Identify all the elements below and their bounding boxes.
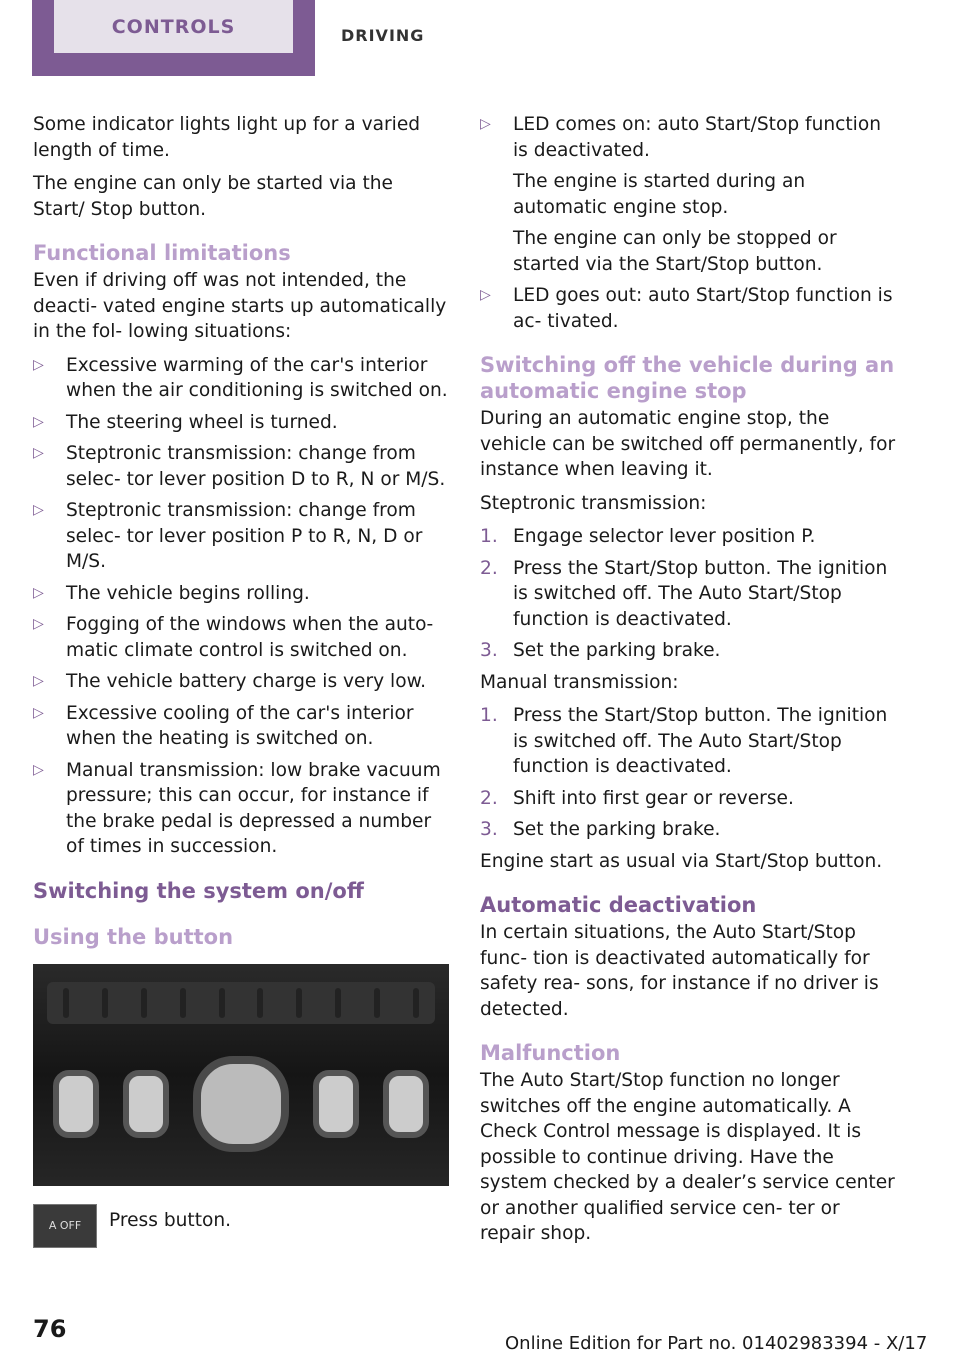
- left-column: [33, 112, 449, 1248]
- list-item: 3. Set the parking brake.: [480, 819, 721, 840]
- tab-driving[interactable]: DRIVING: [341, 26, 425, 45]
- triangle-bullet-icon: ▷: [33, 704, 44, 721]
- page-number: 76: [33, 1315, 67, 1343]
- start-stop-knob: [193, 1056, 289, 1152]
- toggle-switch: [53, 1070, 99, 1138]
- switch-off-paragraph: During an automatic engine stop, the vehicle can be switched off permanently, for instance when leaving it.: [480, 408, 896, 480]
- list-item: ▷ Manual transmission: low brake vacuum pressure; this can occur, for instance if the brake pedal is depressed a number of times in succession.: [33, 759, 441, 857]
- dashboard-switches-photo: [33, 964, 449, 1186]
- triangle-bullet-icon: ▷: [33, 584, 44, 601]
- heading-switching-system: Switching the system on/off: [33, 878, 364, 903]
- steptronic-label: Steptronic transmission:: [480, 492, 707, 514]
- led-list: [480, 112, 900, 334]
- footer-edition: Online Edition for Part no. 01402983394 - X/17: [505, 1333, 928, 1354]
- heading-functional-limitations: Functional limitations: [33, 241, 291, 265]
- triangle-bullet-icon: ▷: [33, 616, 44, 632]
- triangle-bullet-icon: ▷: [480, 287, 491, 303]
- list-item: ▷ Excessive warming of the car's interior when the air conditioning is switched on.: [33, 354, 448, 401]
- right-column: [480, 112, 900, 1255]
- header-tab: [32, 0, 315, 76]
- manual-steps: [480, 703, 900, 843]
- triangle-bullet-icon: ▷: [33, 445, 44, 461]
- triangle-bullet-icon: ▷: [480, 116, 491, 132]
- press-button-text: Press button.: [109, 1209, 232, 1231]
- triangle-bullet-icon: ▷: [33, 413, 44, 430]
- malfunction-paragraph: The Auto Start/Stop function no longer switches off the engine automatically. A Check Control message is displayed. It is possible to continue driving. Have the system checked by a dealer’s service center or another qualified service cen‐ ter or repair shop.: [480, 1070, 895, 1244]
- list-item: 1. Press the Start/Stop button. The ignition is switched off. The Auto Start/Stop function is deactivated.: [480, 705, 888, 777]
- list-item: ▷ The vehicle begins rolling.: [33, 581, 449, 607]
- list-item: ▷ Steptronic transmission: change from selec‐ tor lever position D to R, N or M/S.: [33, 443, 446, 490]
- limitations-intro: Even if driving off was not intended, the deacti‐ vated engine starts up automatically in the fol‐ lowing situations:: [33, 270, 447, 342]
- list-item: 3. Set the parking brake.: [480, 640, 721, 661]
- list-item: 2. Press the Start/Stop button. The ignition is switched off. The Auto Start/Stop function is deactivated.: [480, 557, 888, 630]
- toggle-switch: [123, 1070, 169, 1138]
- tab-controls[interactable]: CONTROLS: [54, 0, 293, 53]
- heading-automatic-deactivation: Automatic deactivation: [480, 893, 757, 917]
- heading-using-button: Using the button: [33, 924, 234, 949]
- triangle-bullet-icon: ▷: [33, 502, 44, 518]
- list-item: ▷ Steptronic transmission: change from selec‐ tor lever position P to R, N, D or M/S.: [33, 500, 423, 572]
- list-item: ▷ LED goes out: auto Start/Stop function is ac‐ tivated.: [480, 285, 893, 332]
- list-item: ▷ The steering wheel is turned.: [33, 410, 449, 436]
- steptronic-steps: [480, 524, 900, 664]
- triangle-bullet-icon: ▷: [33, 761, 44, 778]
- toggle-switch: [383, 1070, 429, 1138]
- engine-start-text: Engine start as usual via Start/Stop button.: [480, 850, 883, 872]
- auto-start-stop-off-icon[interactable]: A OFF: [33, 1204, 97, 1248]
- list-item: ▷ The vehicle battery charge is very low.: [33, 669, 449, 695]
- list-item: 1. Engage selector lever position P.: [480, 526, 816, 547]
- list-item: ▷ LED comes on: auto Start/Stop function is deactivated. The engine is started during an automatic engine stop. The engine can only be stopped or started via the Start/Stop button.: [480, 114, 881, 275]
- triangle-bullet-icon: ▷: [33, 673, 44, 689]
- list-item: 2. Shift into first gear or reverse.: [480, 787, 794, 809]
- press-button-row: [33, 1204, 449, 1248]
- heading-switching-off: Switching off the vehicle during an automatic engine stop: [480, 353, 895, 403]
- intro-paragraph: Some indicator lights light up for a varied length of time.: [33, 114, 421, 161]
- triangle-bullet-icon: ▷: [33, 356, 44, 373]
- intro-paragraph: The engine can only be started via the Start/ Stop button.: [33, 173, 393, 220]
- limitations-list: [33, 353, 449, 860]
- list-item: ▷ Fogging of the windows when the auto‐ matic climate control is switched on.: [33, 614, 434, 661]
- manual-label: Manual transmission:: [480, 671, 679, 693]
- toggle-switch: [313, 1070, 359, 1138]
- auto-deactivation-paragraph: In certain situations, the Auto Start/Stop func‐ tion is deactivated automatically for safety rea‐ sons, for instance if no driver is detected.: [480, 922, 879, 1020]
- heading-malfunction: Malfunction: [480, 1041, 621, 1065]
- list-item: ▷ Excessive cooling of the car's interior when the heating is switched on.: [33, 702, 414, 749]
